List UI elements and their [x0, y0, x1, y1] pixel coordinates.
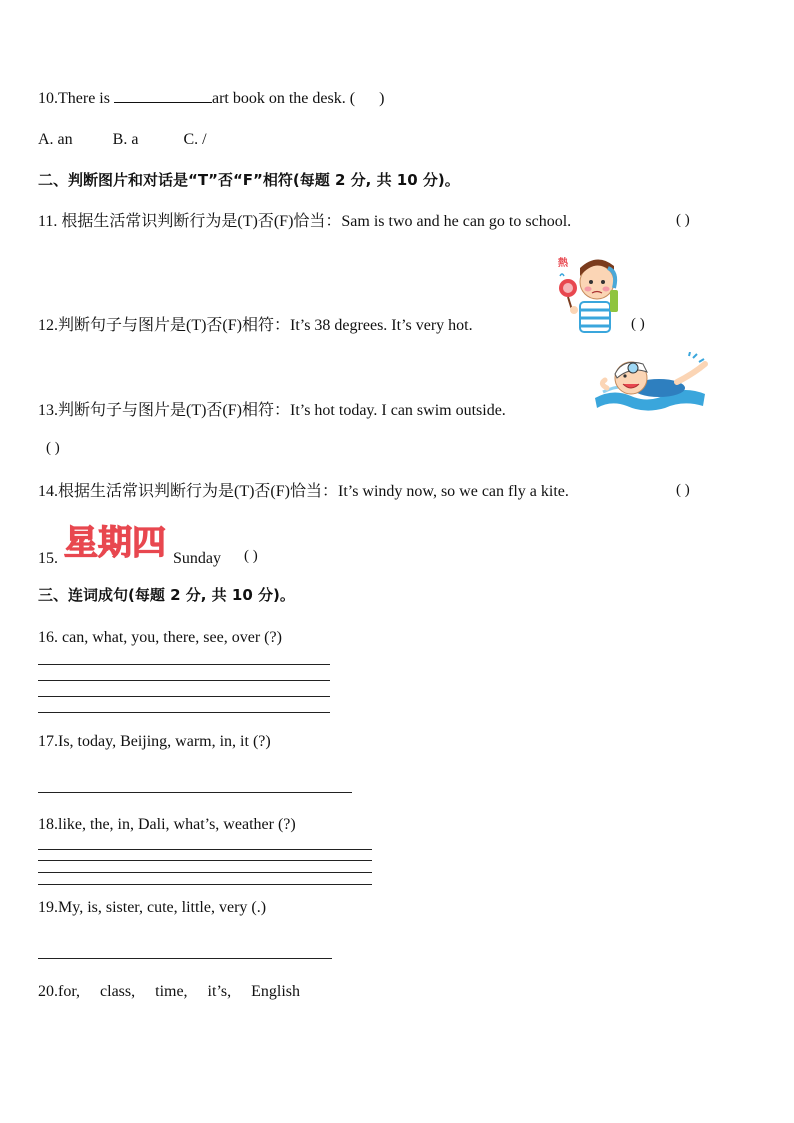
option-c: C. / [183, 131, 207, 148]
question-20: 20.for, class, time, it’s, English [38, 983, 301, 1000]
answer-line-19[interactable] [38, 958, 332, 959]
question-15-word: Sunday [173, 550, 221, 567]
question-10-before: There is [58, 90, 114, 107]
section-3-heading: 三、连词成句(每题 2 分, 共 10 分)。 [38, 586, 295, 604]
question-16: 16. can, what, you, there, see, over (?) [38, 629, 282, 646]
answer-blank-10[interactable] [114, 88, 212, 103]
answer-line-18c[interactable] [38, 872, 372, 873]
answer-paren-13[interactable]: ( ) [46, 440, 60, 456]
question-11: 11. 根据生活常识判断行为是(T)否(F)恰当：Sam is two and he can go to school. [38, 213, 572, 230]
swimming-boy-picture [593, 352, 713, 414]
answer-line-18d[interactable] [38, 884, 372, 885]
answer-paren-15[interactable]: ( ) [244, 548, 258, 564]
answer-line-18b[interactable] [38, 860, 372, 861]
section-2-heading: 二、判断图片和对话是“T”否“F”相符(每题 2 分, 共 10 分)。 [38, 171, 460, 189]
answer-paren-14[interactable]: ( ) [676, 482, 690, 498]
question-10-close: ) [379, 90, 385, 107]
answer-line-18a[interactable] [38, 849, 372, 850]
question-12: 12.判断句子与图片是(T)否(F)相符：It’s 38 degrees. It’s very hot. [38, 317, 473, 334]
question-19: 19.My, is, sister, cute, little, very (.) [38, 899, 267, 916]
question-13: 13.判断句子与图片是(T)否(F)相符：It’s hot today. I can swim outside. [38, 402, 506, 419]
thursday-logo-text: 星期四 [64, 523, 166, 562]
answer-line-16d[interactable] [38, 712, 330, 713]
question-18: 18.like, the, in, Dali, what’s, weather (?) [38, 816, 296, 833]
answer-line-16b[interactable] [38, 680, 330, 681]
answer-line-16c[interactable] [38, 696, 330, 697]
question-14: 14.根据生活常识判断行为是(T)否(F)恰当：It’s windy now, so we can fly a kite. [38, 483, 569, 500]
answer-line-17[interactable] [38, 792, 352, 793]
option-a: A. an [38, 131, 73, 148]
answer-paren-11[interactable]: ( ) [676, 212, 690, 228]
thursday-logo [62, 518, 168, 562]
question-10-options [38, 130, 247, 150]
answer-line-16a[interactable] [38, 664, 330, 665]
question-15-number: 15. [38, 550, 58, 567]
question-10 [38, 88, 384, 109]
hot-girl-picture [552, 252, 624, 334]
hot-label: 熱 [558, 258, 568, 269]
question-10-after: art book on the desk. ( [211, 90, 356, 107]
answer-paren-12[interactable]: ( ) [631, 316, 645, 332]
question-17: 17.Is, today, Beijing, warm, in, it (?) [38, 733, 271, 750]
option-b: B. a [112, 131, 139, 148]
question-10-number: 10. [38, 90, 58, 107]
